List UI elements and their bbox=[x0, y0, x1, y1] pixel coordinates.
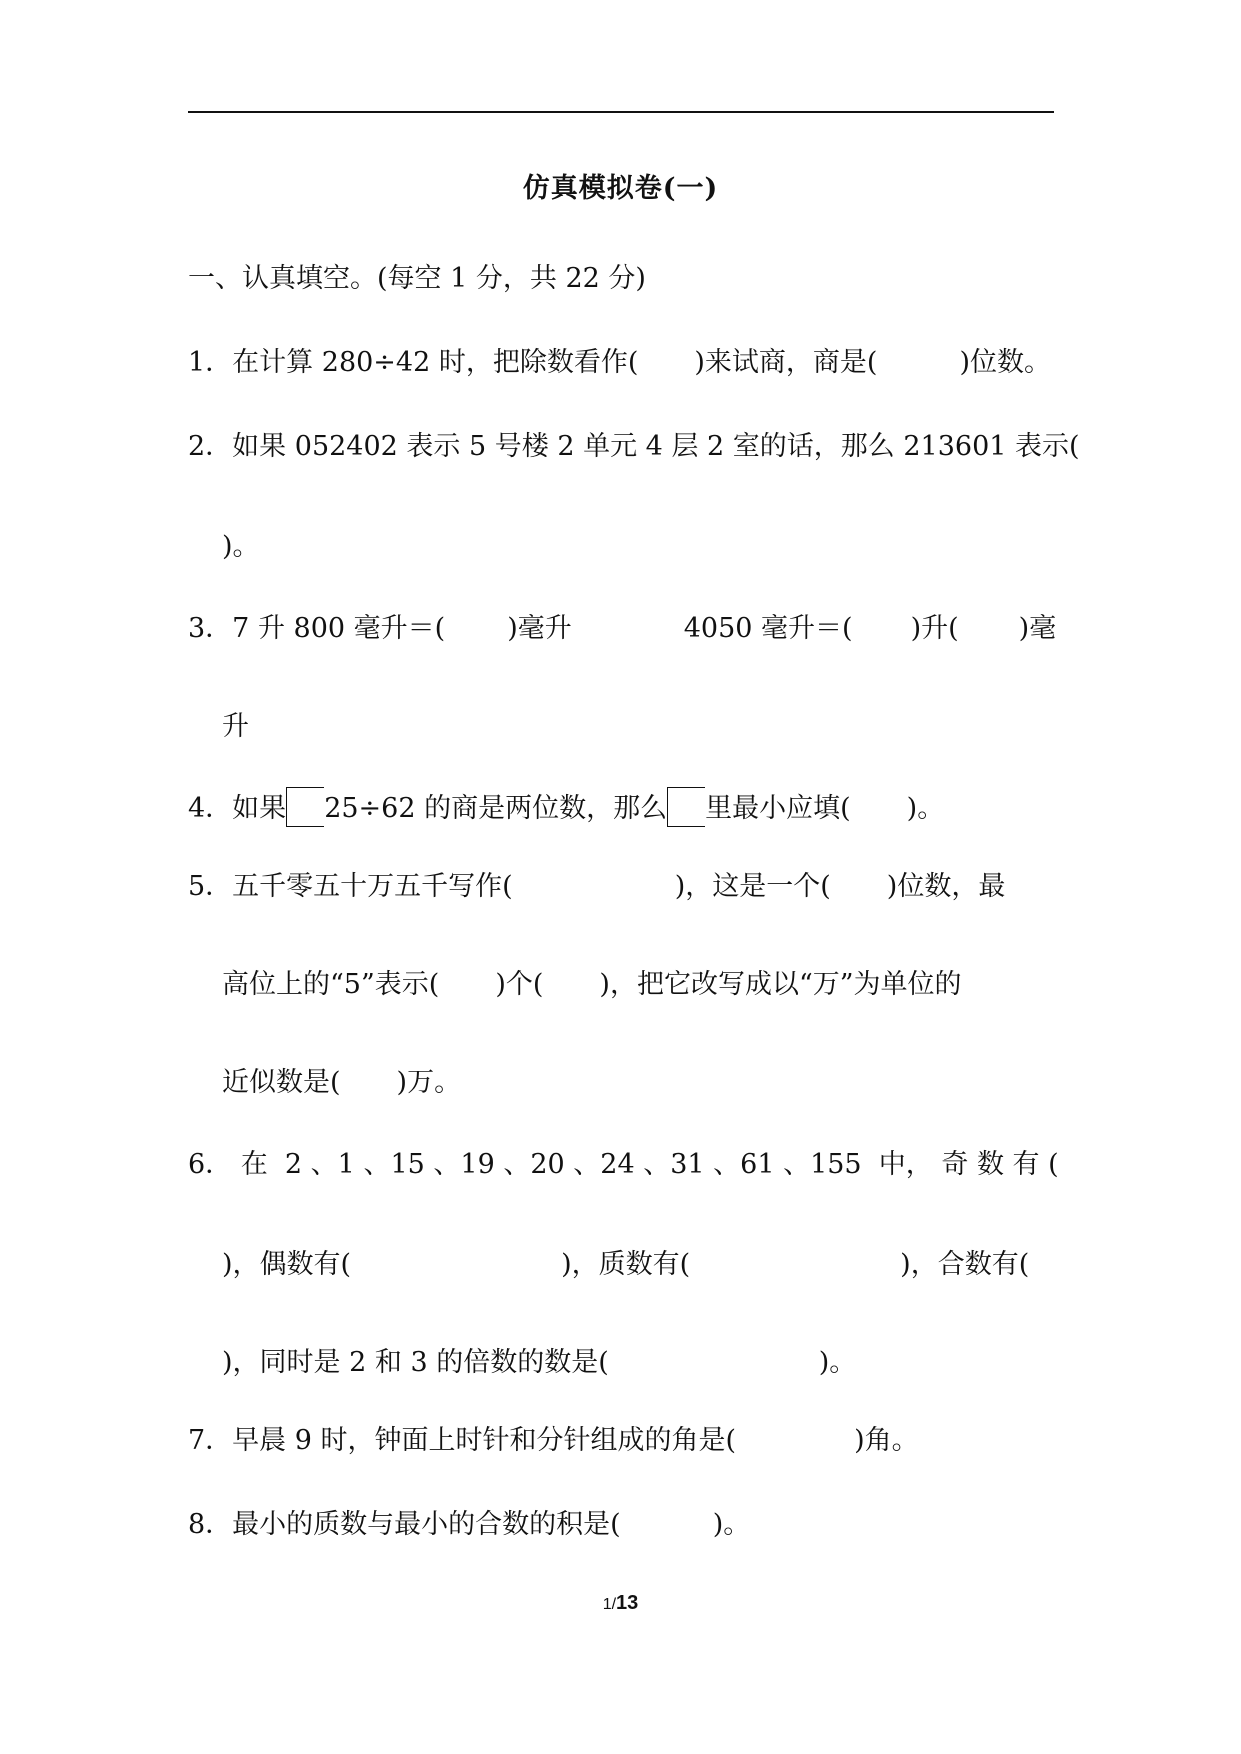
answer-box bbox=[667, 787, 705, 827]
section-heading: 一、认真填空。(每空 1 分，共 22 分) bbox=[188, 263, 646, 294]
answer-box bbox=[286, 787, 324, 827]
question-5-cont-2: 近似数是( )万。 bbox=[222, 1067, 462, 1098]
question-5-cont-1: 高位上的“5”表示( )个( )，把它改写成以“万”为单位的 bbox=[222, 969, 962, 1000]
question-6-cont-2: )，同时是 2 和 3 的倍数的数是( )。 bbox=[222, 1347, 857, 1378]
question-6: 6． 在 2 、1 、15 、19 、20 、24 、31 、61 、155 中， 奇 数 有 ( bbox=[188, 1149, 1059, 1180]
question-6-cont-1: )，偶数有( )，质数有( )，合数有( bbox=[222, 1249, 1030, 1280]
question-4: 4．如果 25÷62 的商是两位数，那么 里最小应填( )。 bbox=[188, 787, 944, 827]
question-2-cont: )。 bbox=[222, 531, 260, 562]
page-number: 1/13 bbox=[602, 1592, 639, 1614]
header-rule bbox=[188, 111, 1054, 113]
question-1: 1．在计算 280÷42 时，把除数看作( )来试商，商是( )位数。 bbox=[188, 347, 1052, 378]
question-3: 3．7 升 800 毫升＝( )毫升 4050 毫升＝( )升( )毫 bbox=[188, 613, 1057, 644]
page-title: 仿真模拟卷(一) bbox=[522, 173, 719, 204]
question-3-cont: 升 bbox=[222, 711, 249, 742]
question-7: 7．早晨 9 时，钟面上时针和分针组成的角是( )角。 bbox=[188, 1425, 919, 1456]
question-2: 2．如果 052402 表示 5 号楼 2 单元 4 层 2 室的话，那么 213601 表示( bbox=[188, 431, 1080, 462]
question-8: 8．最小的质数与最小的合数的积是( )。 bbox=[188, 1509, 751, 1540]
question-5: 5．五千零五十万五千写作( )，这是一个( )位数，最 bbox=[188, 871, 1006, 902]
